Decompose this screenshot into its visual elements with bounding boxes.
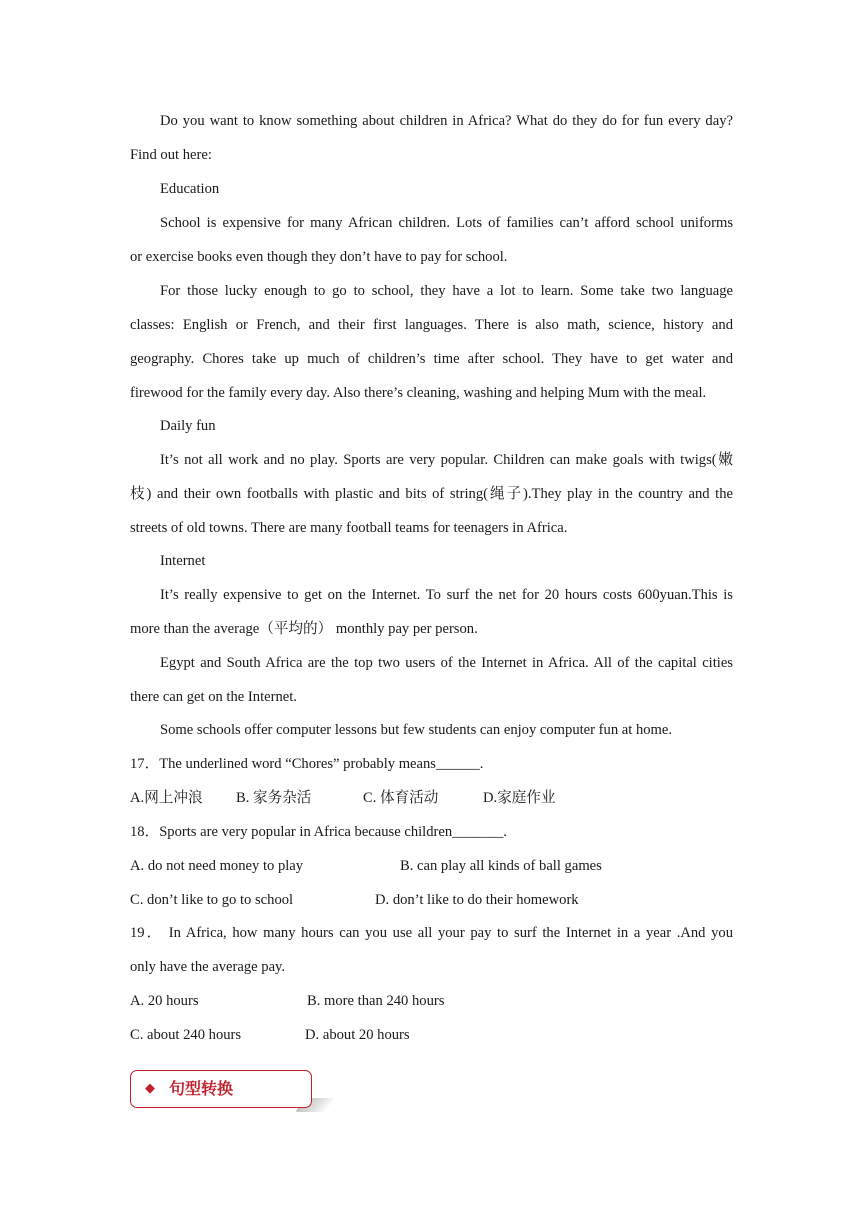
q19-option-c[interactable]: C. about 240 hours — [130, 1027, 242, 1043]
passage-p3-line2: classes: English or French, and their first languages. There is also math, science, history and — [130, 317, 733, 333]
passage-p6-line2: there can get on the Internet. — [130, 689, 297, 705]
question-18: 18．Sports are very popular in Africa because children_______. — [130, 824, 507, 840]
passage-p3-line4: firewood for the family every day. Also there’s cleaning, washing and helping Mum with the meal. — [130, 385, 707, 401]
q17-option-c[interactable]: C. 体育活动 — [363, 790, 439, 806]
heading-internet: Internet — [160, 553, 206, 569]
question-17: 17．The underlined word “Chores” probably means______. — [130, 756, 484, 772]
question-19-line1: 19． In Africa, how many hours can you use all your pay to surf the Internet in a year .And you — [130, 925, 733, 941]
q18-option-c[interactable]: C. don’t like to go to school — [130, 892, 294, 908]
section-title: 句型转换 — [169, 1079, 234, 1098]
heading-education: Education — [160, 181, 220, 197]
q19-option-d[interactable]: D. about 20 hours — [305, 1027, 410, 1043]
underlined-word-chores: Chores — [202, 351, 244, 367]
passage-p4-line3: streets of old towns. There are many football teams for teenagers in Africa. — [130, 520, 568, 536]
q18-option-a[interactable]: A. do not need money to play — [130, 858, 304, 874]
q18-option-b[interactable]: B. can play all kinds of ball games — [400, 858, 602, 874]
passage-p1-line2: Find out here: — [130, 147, 212, 163]
question-19-line2: only have the average pay. — [130, 959, 286, 975]
q19-option-b[interactable]: B. more than 240 hours — [307, 993, 445, 1009]
diamond-bullet-icon: ◆ — [145, 1080, 155, 1095]
passage-p5-line1: It’s really expensive to get on the Internet. To surf the net for 20 hours costs 600yuan.This is — [160, 587, 733, 603]
q18-option-d[interactable]: D. don’t like to do their homework — [375, 892, 579, 908]
q19-option-a[interactable]: A. 20 hours — [130, 993, 199, 1009]
passage-p5-line2: more than the average（平均的） monthly pay per person. — [130, 621, 478, 637]
passage-p3-line3 — [130, 349, 733, 369]
passage-p4-line2: 枝) and their own footballs with plastic and bits of string(绳子).They play in the country and the — [130, 486, 733, 502]
heading-daily-fun: Daily fun — [160, 418, 216, 434]
passage-p4-line1: It’s not all work and no play. Sports are very popular. Children can make goals with twigs(嫩 — [160, 452, 733, 468]
q17-option-a[interactable]: A.网上冲浪 — [130, 790, 203, 806]
q17-option-d[interactable]: D.家庭作业 — [483, 790, 556, 806]
passage-p3-line1: For those lucky enough to go to school, they have a lot to learn. Some take two language — [160, 283, 733, 299]
passage-p3-line3-post: take up much of children’s time after school. They have to get water and — [243, 351, 733, 367]
passage-p6-line1: Egypt and South Africa are the top two users of the Internet in Africa. All of the capital cities — [160, 655, 733, 671]
passage-p2-line1: School is expensive for many African children. Lots of families can’t afford school uniforms — [160, 215, 733, 231]
passage-p7-line1: Some schools offer computer lessons but few students can enjoy computer fun at home. — [160, 722, 673, 738]
section-badge — [130, 1070, 312, 1108]
passage-p1-line1: Do you want to know something about children in Africa? What do they do for fun every day? — [160, 113, 733, 129]
q17-option-b[interactable]: B. 家务杂活 — [236, 790, 312, 806]
passage-p3-line3-pre: geography. — [130, 351, 203, 367]
passage-p2-line2: or exercise books even though they don’t have to pay for school. — [130, 249, 508, 265]
